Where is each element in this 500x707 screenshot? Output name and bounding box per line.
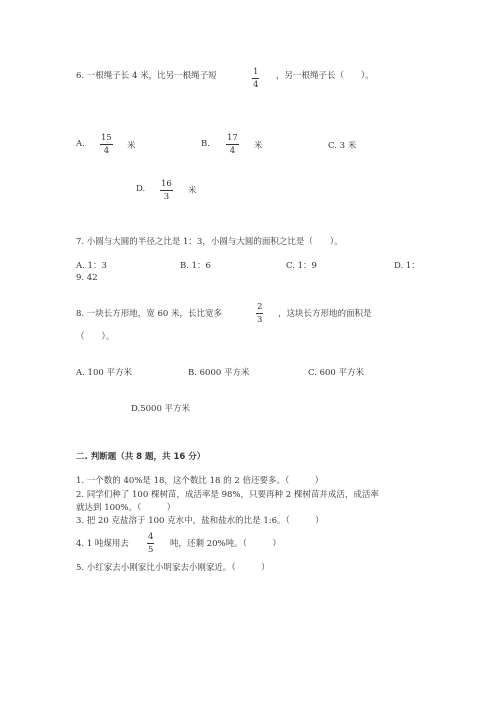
q6-option-d-num: 16 bbox=[161, 179, 172, 189]
q6-option-a-fraction bbox=[100, 133, 113, 156]
q8-option-c: C. 600 平方米 bbox=[308, 368, 365, 378]
q6-option-d-label: D. bbox=[136, 184, 146, 194]
q8-frac-denominator: 3 bbox=[257, 315, 263, 325]
judge-item-2: 2. 同学们种了 100 棵树苗，成活率是 98%，只要再种 2 棵树苗并成活，成活率 bbox=[76, 490, 379, 500]
q8-option-b: B. 6000 平方米 bbox=[188, 368, 250, 378]
q6-option-a-label: A. bbox=[76, 139, 85, 149]
q6-stem-part2: ，另一根绳子长（ ）。 bbox=[276, 71, 374, 81]
q8-frac-numerator: 2 bbox=[257, 302, 263, 312]
q6-option-c: C. 3 米 bbox=[328, 141, 357, 151]
q8-stem-part2: ，这块长方形地的面积是 bbox=[278, 309, 372, 319]
q8-fraction bbox=[256, 302, 263, 325]
judge-item-2-wrap: 就达到 100%。（ ） bbox=[76, 503, 176, 513]
q8-option-a: A. 100 平方米 bbox=[76, 368, 132, 378]
q7-option-d-wrap: 9. 42 bbox=[76, 273, 98, 283]
q6-option-a-den: 4 bbox=[103, 146, 110, 156]
judge-item-3: 3. 把 20 克盐溶于 100 克水中，盐和盐水的比是 1:6。（ ） bbox=[76, 516, 324, 526]
q6-option-a-unit: 米 bbox=[127, 141, 136, 151]
section2-heading: 二. 判断题（共 8 题，共 16 分） bbox=[76, 452, 206, 462]
q6-option-a-num: 15 bbox=[101, 133, 112, 143]
q6-fraction bbox=[252, 67, 259, 90]
q7-option-b: B. 1：6 bbox=[180, 261, 211, 271]
q6-option-d-unit: 米 bbox=[188, 186, 197, 196]
q7-option-a: A. 1：3 bbox=[76, 261, 107, 271]
judge-item-4-fraction bbox=[147, 532, 154, 555]
q6-option-d-fraction bbox=[160, 179, 173, 202]
q7-option-c: C. 1：9 bbox=[286, 261, 317, 271]
q6-frac-denominator: 4 bbox=[253, 80, 259, 90]
judge-item-4-part1: 4. 1 吨煤用去 bbox=[76, 539, 129, 549]
q6-option-d-den: 3 bbox=[163, 192, 170, 202]
judge-item-4-part2: 吨，还剩 20%吨。（ ） bbox=[170, 539, 281, 549]
q7-stem: 7. 小圆与大圆的半径之比是 1：3，小圆与大圆的面积之比是（ ）。 bbox=[76, 237, 343, 247]
judge-item-4-num: 4 bbox=[148, 532, 154, 542]
q6-stem-part1: 6. 一根绳子长 4 米，比另一根绳子短 bbox=[76, 71, 217, 81]
q8-stem-part1: 8. 一块长方形地，宽 60 米，长比宽多 bbox=[76, 309, 223, 319]
judge-item-5: 5. 小红家去小刚家比小明家去小刚家近。（ ） bbox=[76, 563, 270, 573]
q6-option-b-num: 17 bbox=[227, 133, 238, 143]
judge-item-1: 1. 一个数的 40%是 18，这个数比 18 的 2 倍还要多。（ ） bbox=[76, 476, 324, 486]
q6-option-b-fraction bbox=[226, 133, 239, 156]
q6-option-b-label: B. bbox=[201, 139, 210, 149]
q6-option-b-unit: 米 bbox=[254, 141, 263, 151]
judge-item-4-den: 5 bbox=[148, 545, 154, 555]
q8-option-d: D.5000 平方米 bbox=[131, 404, 191, 414]
q6-frac-numerator: 1 bbox=[253, 67, 259, 77]
q7-option-d: D. 1： bbox=[394, 261, 420, 271]
q8-stem-part3: （ ）。 bbox=[76, 332, 115, 342]
q6-option-b-den: 4 bbox=[229, 146, 236, 156]
